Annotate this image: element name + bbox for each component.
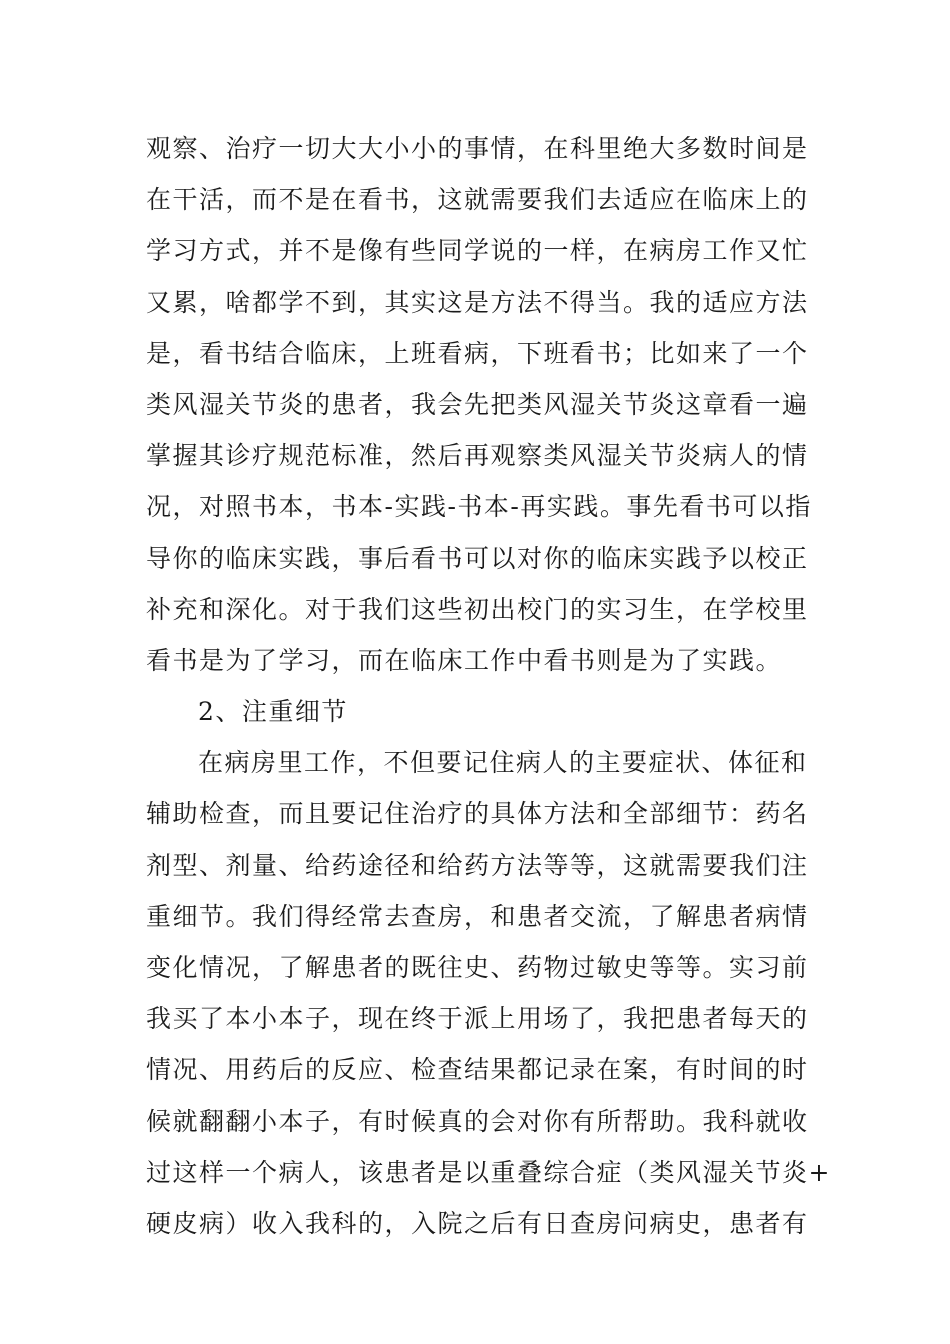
paragraph-line: 观察、治疗一切大大小小的事情，在科里绝大多数时间是 — [146, 134, 809, 163]
paragraph-line: 辅助检查，而且要记住治疗的具体方法和全部细节：药名 — [146, 799, 809, 829]
paragraph-line: 类风湿关节炎的患者，我会先把类风湿关节炎这章看一遍 — [146, 389, 809, 419]
paragraph-line: 又累，啥都学不到，其实这是方法不得当。我的适应方法 — [146, 287, 809, 317]
paragraph-line: 导你的临床实践，事后看书可以对你的临床实践予以校正 — [146, 543, 809, 573]
section-heading: 2、注重细节 — [198, 697, 348, 727]
paragraph-line: 掌握其诊疗规范标准，然后再观察类风湿关节炎病人的情 — [146, 441, 809, 471]
paragraph-line: 学习方式，并不是像有些同学说的一样，在病房工作又忙 — [146, 236, 809, 266]
paragraph-line: 候就翻翻小本子，有时候真的会对你有所帮助。我科就收 — [146, 1106, 809, 1136]
paragraph-line: 情况、用药后的反应、检查结果都记录在案，有时间的时 — [146, 1055, 809, 1085]
paragraph-line: 变化情况，了解患者的既往史、药物过敏史等等。实习前 — [146, 953, 809, 982]
paragraph-line: 过这样一个病人，该患者是以重叠综合症（类风湿关节炎+ — [146, 1157, 831, 1187]
paragraph-line: 况，对照书本，书本-实践-书本-再实践。事先看书可以指 — [146, 492, 812, 522]
paragraph-line: 是，看书结合临床，上班看病，下班看书；比如来了一个 — [146, 338, 809, 368]
paragraph-line: 在干活，而不是在看书，这就需要我们去适应在临床上的 — [146, 185, 809, 215]
paragraph-line: 硬皮病）收入我科的，入院之后有日查房问病史，患者有 — [146, 1208, 809, 1238]
paragraph-line: 我买了本小本子，现在终于派上用场了，我把患者每天的 — [146, 1004, 809, 1034]
paragraph-line: 剂型、剂量、给药途径和给药方法等等，这就需要我们注 — [146, 850, 809, 880]
paragraph-line: 重细节。我们得经常去查房，和患者交流，了解患者病情 — [146, 901, 809, 931]
body-text — [146, 123, 831, 1249]
paragraph-line: 看书是为了学习，而在临床工作中看书则是为了实践。 — [146, 645, 783, 675]
paragraph-line: 补充和深化。对于我们这些初出校门的实习生，在学校里 — [146, 594, 809, 624]
paragraph-line: 在病房里工作，不但要记住病人的主要症状、体征和 — [198, 748, 808, 778]
